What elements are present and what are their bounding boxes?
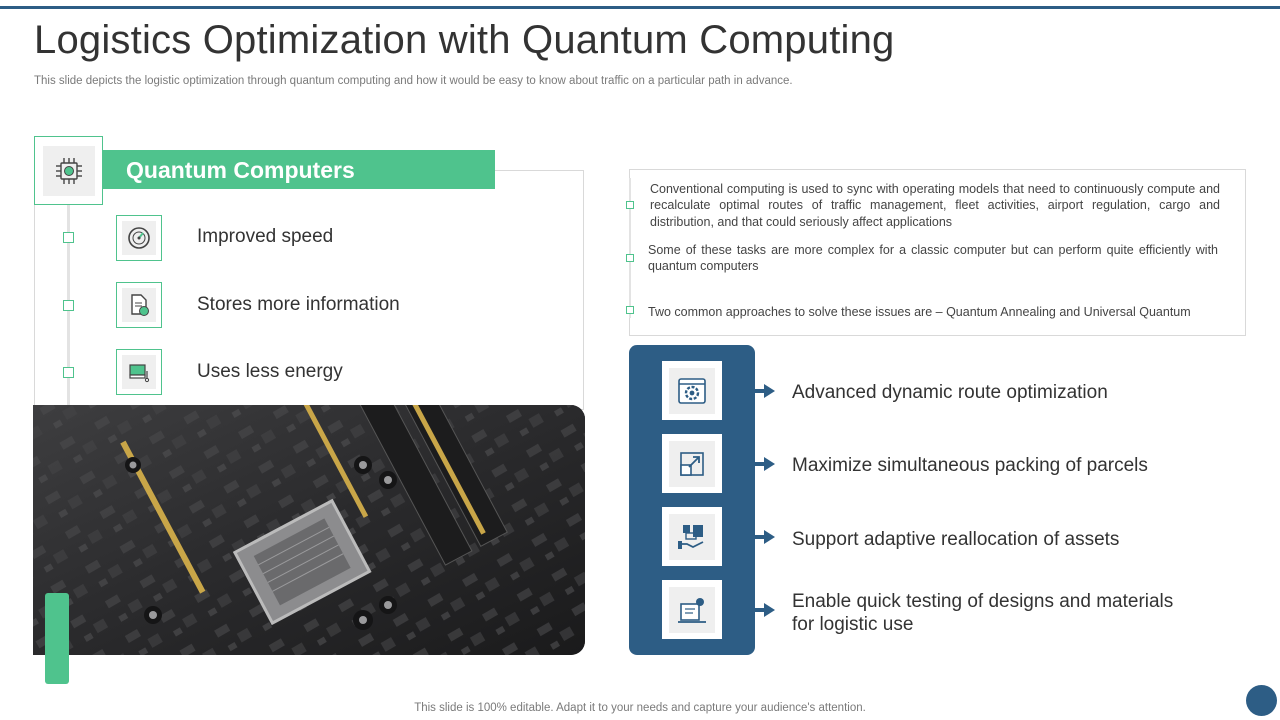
page-title: Logistics Optimization with Quantum Computing xyxy=(34,18,895,62)
benefit-label: Enable quick testing of designs and materials for logistic use xyxy=(792,591,1174,635)
benefit-icon-box xyxy=(662,361,722,420)
feature-icon-box xyxy=(116,282,162,328)
footer-note: This slide is 100% editable. Adapt it to your needs and capture your audience's attention. xyxy=(414,702,866,714)
decorative-green-tab xyxy=(45,593,69,684)
benefit-label: Maximize simultaneous packing of parcels xyxy=(792,455,1148,476)
timeline-dot xyxy=(63,367,74,378)
chip-icon xyxy=(52,154,86,188)
arrow-right-icon xyxy=(749,530,775,544)
feature-icon-box xyxy=(116,215,162,261)
arrow-right-icon xyxy=(749,603,775,617)
arrow-right-icon xyxy=(749,384,775,398)
document-icon xyxy=(126,292,152,318)
info-dot xyxy=(626,254,634,262)
feature-label: Uses less energy xyxy=(197,361,343,382)
benefit-icon-box xyxy=(662,434,722,493)
info-paragraph: Some of these tasks are more complex for a classic computer but can perform quite efficiently with quantum computers xyxy=(648,243,1218,274)
feature-label: Improved speed xyxy=(197,226,334,247)
arrow-right-icon xyxy=(749,457,775,471)
benefit-label: Support adaptive reallocation of assets xyxy=(792,529,1120,550)
gear-settings-icon xyxy=(675,374,709,408)
motherboard-photo xyxy=(33,405,585,655)
page-subtitle: This slide depicts the logistic optimization through quantum computing and how it would be easy to know about traffic on a particular path in advance. xyxy=(34,75,793,87)
timeline-dot xyxy=(63,232,74,243)
info-paragraph: Conventional computing is used to sync with operating models that need to continuously compute and recalculate optimal routes of traffic management, fleet activities, airport regulation, cargo and distribution, and that could seriously affect applications xyxy=(650,182,1220,229)
feature-icon-box xyxy=(116,349,162,395)
expand-icon xyxy=(675,447,709,481)
info-dot xyxy=(626,201,634,209)
feature-label: Stores more information xyxy=(197,294,400,315)
design-test-icon xyxy=(675,593,709,627)
info-paragraph: Two common approaches to solve these issues are – Quantum Annealing and Universal Quantum xyxy=(648,305,1191,319)
timeline-dot xyxy=(63,300,74,311)
info-timeline-line xyxy=(629,178,631,318)
hand-assets-icon xyxy=(675,520,709,554)
computer-icon xyxy=(126,359,152,385)
quantum-computers-banner: Quantum Computers xyxy=(102,150,495,189)
benefit-label: Advanced dynamic route optimization xyxy=(792,382,1108,403)
corner-decoration xyxy=(1246,685,1277,716)
top-rule xyxy=(0,6,1280,9)
speedometer-icon xyxy=(126,225,152,251)
info-dot xyxy=(626,306,634,314)
chip-icon-box xyxy=(34,136,103,205)
benefit-icon-box xyxy=(662,580,722,639)
benefit-icon-box xyxy=(662,507,722,566)
